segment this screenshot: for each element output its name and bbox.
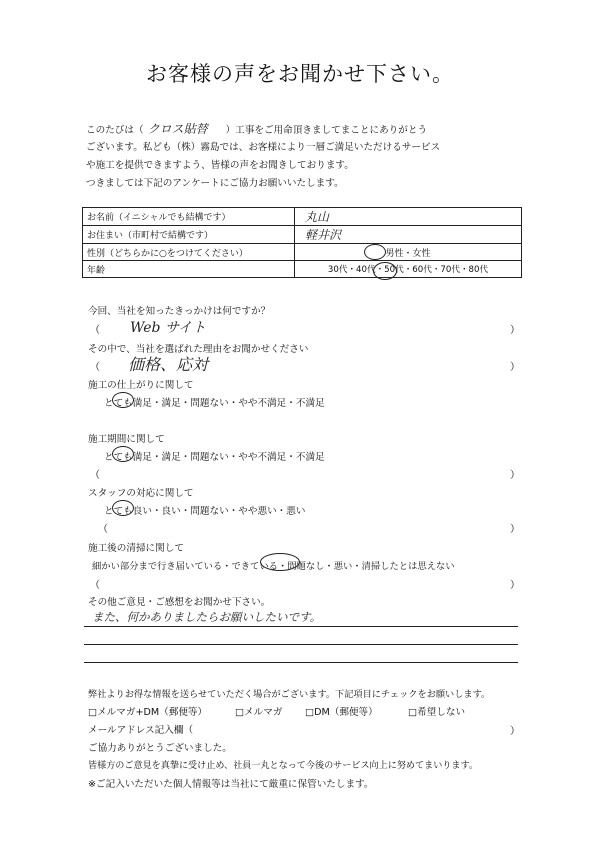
question-4-options[interactable]: とても満足・満足・問題ない・やや不満足・不満足 <box>104 452 325 463</box>
email-field-close: ） <box>510 726 520 737</box>
question-7: その他ご意見・ご感想をお聞かせ下さい。 <box>88 597 271 608</box>
checkbox-mailmag[interactable]: □メルマガ <box>235 707 283 718</box>
checkbox-mailmag-dm[interactable]: □メルマガ+DM（郵便等） <box>88 707 208 718</box>
paren-open: （ <box>90 580 100 591</box>
info-row-gender <box>83 244 522 261</box>
info-label: 性別（どちらかに○をつけてください） <box>83 244 295 261</box>
paren-close: ） <box>510 580 520 591</box>
intro-line-4: つきましては下記のアンケートにご協力お願いいたします。 <box>86 178 344 189</box>
paren-close: ） <box>510 524 520 535</box>
intro-line-3: や施工を提供できますよう、皆様の声をお聞きしております。 <box>86 160 354 171</box>
info-row-name <box>83 208 522 226</box>
checkbox-dm[interactable]: □DM（郵便等） <box>305 707 378 718</box>
comment-line <box>84 662 518 663</box>
intro-line-2: ございます。私ども（株）霧島では、お客様により一層ご満足いただけるサービス <box>86 142 441 153</box>
checkbox-none[interactable]: □希望しない <box>408 707 466 718</box>
info-label: お名前（イニシャルでも結構です） <box>83 208 295 226</box>
gender-selection-circle <box>364 244 386 260</box>
q3-selection-circle <box>112 392 134 408</box>
question-6: 施工後の清掃に関して <box>88 543 184 554</box>
info-value-age[interactable]: 30代・40代・50代・60代・70代・80代 <box>295 261 522 278</box>
answer-7-handwritten[interactable]: また、何かありましたらお願いしたいです。 <box>92 610 322 624</box>
question-6-options[interactable]: 細かい部分まで行き届いている・できている・問題なし・悪い・清掃したとは思えない <box>92 561 455 572</box>
age-selection-circle <box>373 262 397 280</box>
commitment-text: 皆様方のご意見を真摯に受け止め、社員一丸となって今後のサービス向上に努めてまいります。 <box>88 761 478 771</box>
intro-prefix: このたびは（ <box>86 125 144 136</box>
question-5: スタッフの対応に関して <box>88 488 194 499</box>
question-2: その中で、当社を選ばれた理由をお聞かせください <box>88 344 309 355</box>
answer-2-handwritten[interactable]: 価格、応対 <box>128 355 209 374</box>
thanks-text: ご協力ありがとうございました。 <box>88 743 232 754</box>
question-4: 施工期間に関して <box>88 434 165 445</box>
paren-open: （ <box>98 524 108 535</box>
info-label: 年齢 <box>83 261 295 278</box>
info-value-address[interactable]: 軽井沢 <box>295 226 522 244</box>
info-label: お住まい（市町村で結構です） <box>83 226 295 244</box>
info-table <box>82 207 522 278</box>
info-value-name[interactable]: 丸山 <box>295 208 522 226</box>
question-5-options[interactable]: とても良い・良い・問題ない・やや悪い・悪い <box>104 506 306 517</box>
question-3: 施工の仕上がりに関して <box>88 380 194 391</box>
paren-open: （ <box>90 470 100 481</box>
work-name-handwritten: クロス貼替 <box>147 122 208 136</box>
question-3-options[interactable]: とても満足・満足・問題ない・やや不満足・不満足 <box>104 398 325 409</box>
paren-close: ） <box>510 470 520 481</box>
intro-suffix: ）工事をご用命頂きましてまことにありがとう <box>225 125 428 136</box>
q5-selection-circle <box>112 500 134 516</box>
q6-selection-circle <box>260 553 300 571</box>
q4-selection-circle <box>112 446 134 462</box>
intro-line-1 <box>86 120 427 137</box>
comment-line <box>84 644 518 645</box>
paren-close: ） <box>510 362 520 373</box>
paren-close: ） <box>510 325 520 336</box>
answer-1-handwritten[interactable]: Web サイト <box>130 320 206 336</box>
question-1: 今回、当社を知ったきっかけは何ですか？ <box>88 306 271 317</box>
info-row-age <box>83 261 522 278</box>
newsletter-notice: 弊社よりお得な情報を送らせていただく場合がございます。下記項目にチェックをお願いします。 <box>88 689 491 700</box>
page-title: お客様の声をお聞かせ下さい。 <box>146 62 454 86</box>
comment-line <box>84 626 518 627</box>
info-value-gender[interactable]: 男性・女性 <box>295 244 522 261</box>
privacy-notice: ※ご記入いただいた個人情報等は当社にて厳重に保管いたします。 <box>88 779 374 790</box>
paren-open: （ <box>90 325 100 336</box>
info-row-address <box>83 226 522 244</box>
paren-open: （ <box>90 362 100 373</box>
email-field-label[interactable]: メールアドレス記入欄（ <box>88 725 194 736</box>
